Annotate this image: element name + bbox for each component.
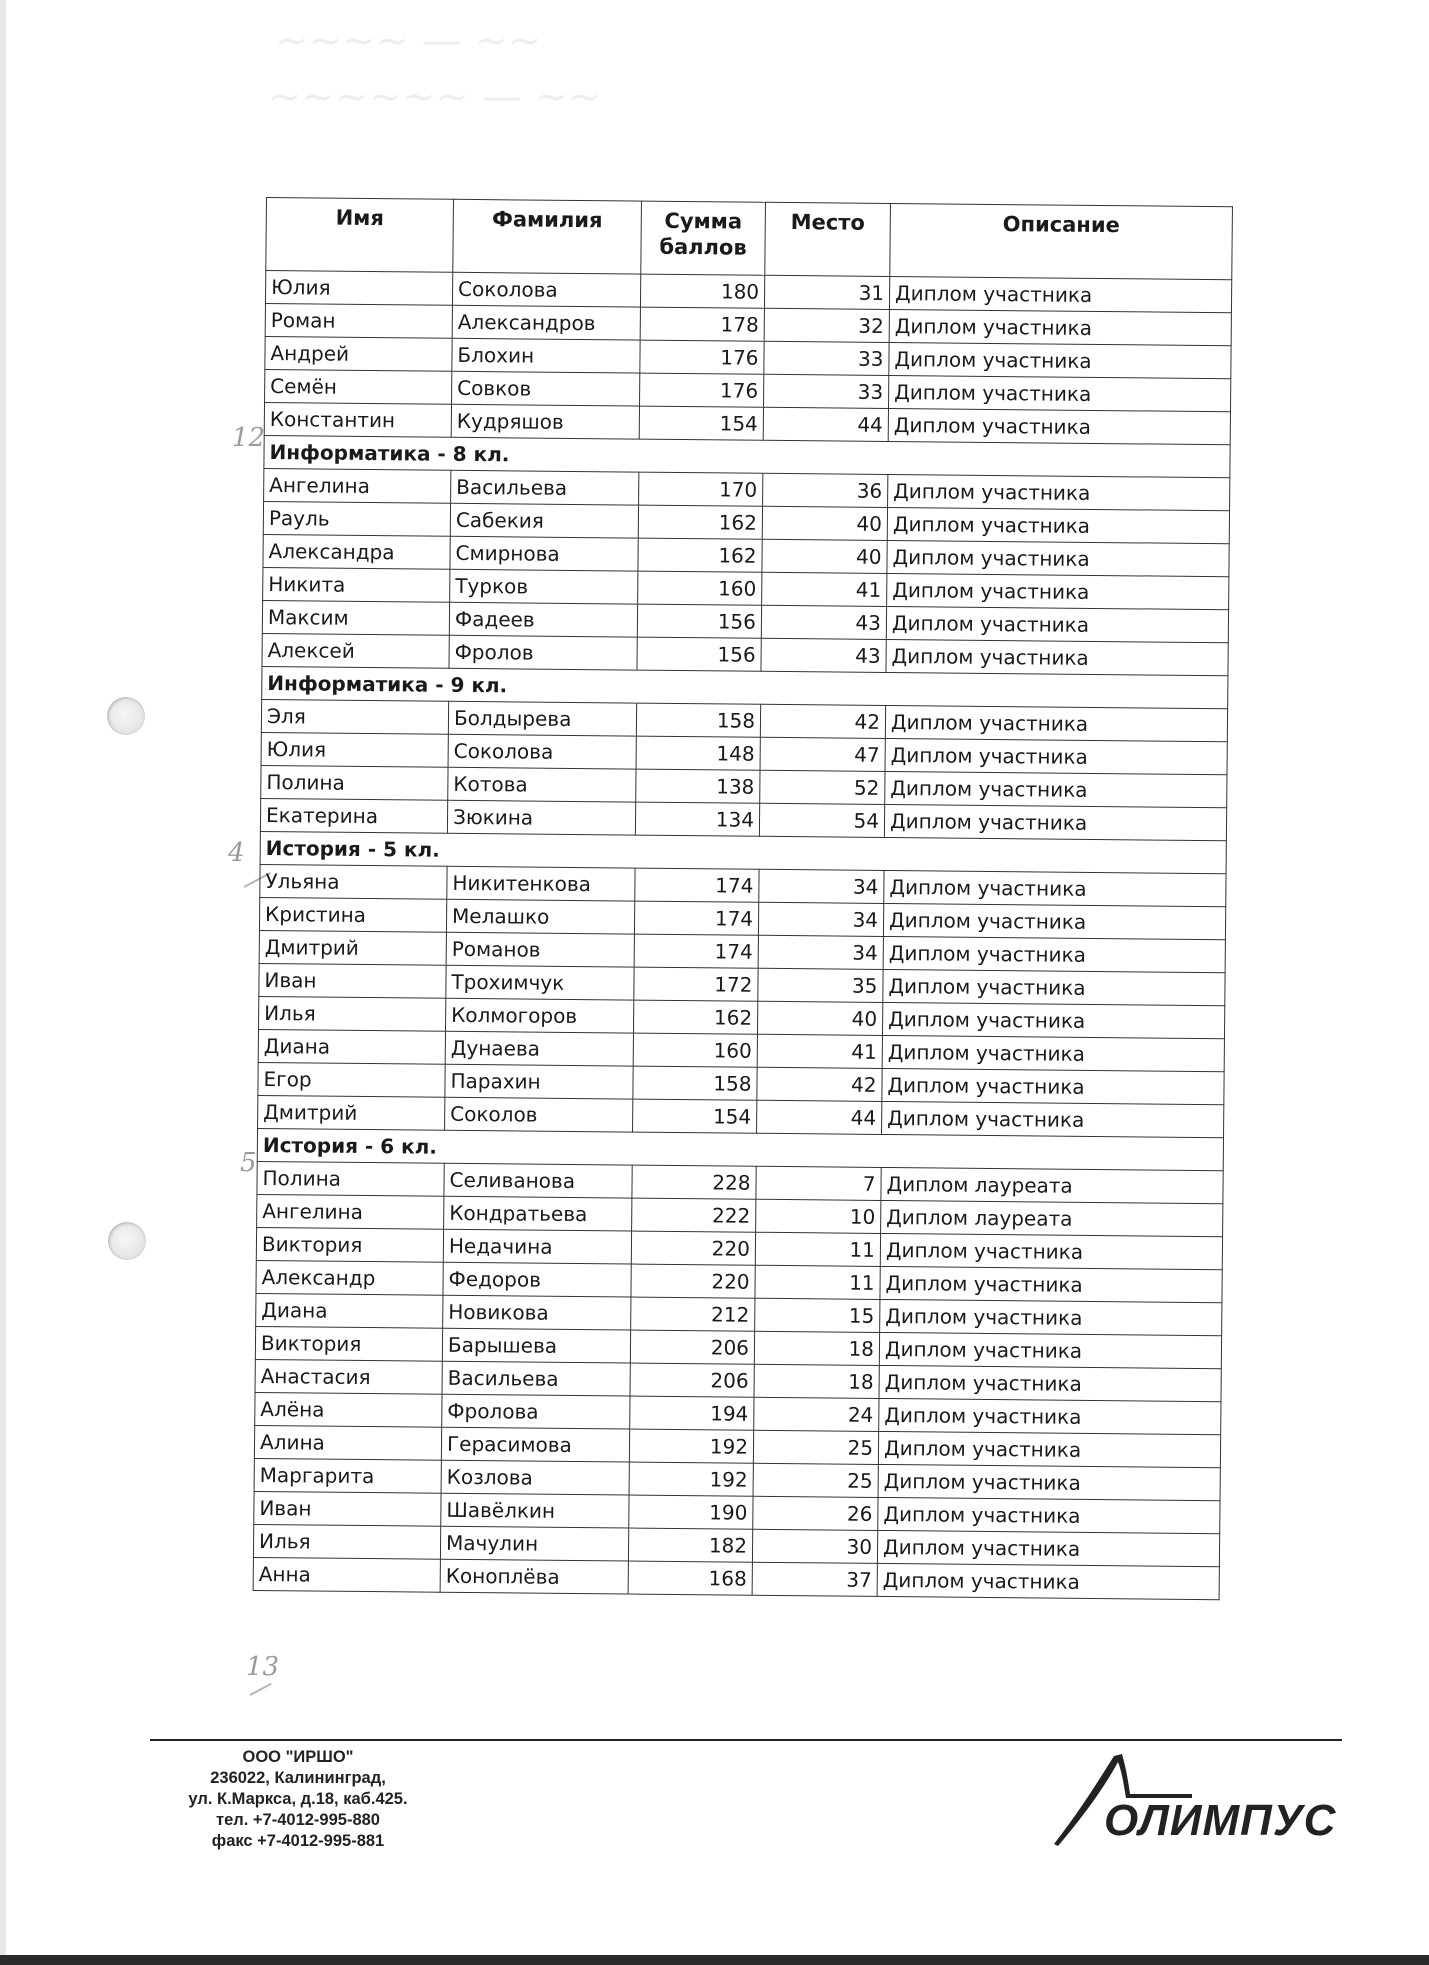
section-title: Информатика - 8 кл.: [264, 435, 1230, 477]
description-cell: Диплом участника: [880, 1266, 1222, 1302]
score-cell: 220: [631, 1231, 755, 1265]
score-cell: 174: [634, 934, 758, 968]
last-name-cell: Смирнова: [450, 536, 638, 571]
score-cell: 220: [631, 1264, 755, 1298]
last-name-cell: Шавёлкин: [441, 1493, 629, 1528]
first-name-cell: Илья: [259, 996, 446, 1031]
place-cell: 37: [752, 1562, 877, 1596]
place-cell: 33: [764, 341, 889, 375]
first-name-cell: Дмитрий: [259, 930, 446, 965]
place-cell: 54: [759, 803, 884, 837]
section-title: История - 6 кл.: [257, 1128, 1223, 1170]
score-cell: 154: [633, 1099, 757, 1133]
first-name-cell: Ульяна: [260, 864, 447, 899]
last-name-cell: Трохимчук: [446, 965, 634, 1000]
place-cell: 40: [757, 1001, 882, 1035]
place-cell: 34: [759, 869, 884, 903]
description-cell: Диплом участника: [889, 276, 1231, 312]
last-name-cell: Никитенкова: [447, 866, 635, 901]
postal-line: 236022, Калининград,: [210, 1769, 386, 1787]
description-cell: Диплом участника: [886, 606, 1228, 642]
description-cell: Диплом участника: [883, 936, 1225, 972]
score-cell: 156: [637, 604, 761, 638]
score-cell: 206: [630, 1363, 754, 1397]
last-name-cell: Зюкина: [447, 800, 635, 835]
description-cell: Диплом участника: [888, 474, 1230, 510]
first-name-cell: Алёна: [255, 1392, 442, 1427]
description-cell: Диплом участника: [887, 507, 1229, 543]
faint-handwriting: ~~~~~~ — ~~: [268, 74, 602, 120]
description-cell: Диплом участника: [888, 408, 1230, 444]
score-cell: 158: [636, 703, 760, 737]
description-cell: Диплом участника: [883, 903, 1225, 939]
place-cell: 10: [756, 1199, 881, 1233]
last-name-cell: Блохин: [452, 338, 640, 373]
last-name-cell: Котова: [448, 767, 636, 802]
score-cell: 206: [630, 1330, 754, 1364]
place-cell: 44: [763, 407, 888, 441]
phone-line: тел. +7-4012-995-880: [216, 1811, 380, 1829]
score-cell: 182: [628, 1528, 752, 1562]
description-cell: Диплом участника: [889, 309, 1231, 345]
section-title: Информатика - 9 кл.: [262, 666, 1228, 708]
score-cell: 168: [628, 1561, 752, 1595]
place-cell: 34: [758, 902, 883, 936]
last-name-cell: Фролов: [449, 635, 637, 670]
last-name-cell: Романов: [446, 932, 634, 967]
first-name-cell: Роман: [265, 303, 452, 338]
score-cell: 222: [632, 1198, 756, 1232]
description-cell: Диплом участника: [888, 375, 1230, 411]
last-name-cell: Александров: [452, 305, 640, 340]
score-cell: 192: [629, 1429, 753, 1463]
description-cell: Диплом участника: [887, 573, 1229, 609]
description-cell: Диплом участника: [879, 1398, 1221, 1434]
margin-mark: 4: [228, 838, 245, 868]
place-cell: 40: [762, 539, 887, 573]
place-cell: 26: [753, 1496, 878, 1530]
description-cell: Диплом участника: [879, 1365, 1221, 1401]
first-name-cell: Кристина: [259, 897, 446, 932]
first-name-cell: Юлия: [261, 732, 448, 767]
first-name-cell: Максим: [262, 600, 449, 635]
description-cell: Диплом участника: [889, 342, 1231, 378]
first-name-cell: Рауль: [263, 501, 450, 536]
score-cell: 134: [635, 802, 759, 836]
company-address: [148, 1747, 448, 1852]
last-name-cell: Кудряшов: [451, 404, 639, 439]
description-cell: Диплом лауреата: [881, 1200, 1223, 1236]
street-line: ул. К.Маркса, д.18, каб.425.: [188, 1790, 408, 1808]
place-cell: 41: [762, 572, 887, 606]
punch-hole-icon: [107, 697, 145, 735]
header-place: Место: [765, 202, 891, 276]
description-cell: Диплом участника: [887, 540, 1229, 576]
first-name-cell: Иван: [254, 1491, 441, 1526]
last-name-cell: Васильева: [451, 470, 639, 505]
score-cell: 162: [633, 1000, 757, 1034]
score-cell: 180: [640, 274, 764, 308]
table-body: [253, 271, 1232, 1600]
description-cell: Диплом лауреата: [881, 1167, 1223, 1203]
header-score: Сумма баллов: [641, 201, 766, 275]
footer-divider: [150, 1739, 1342, 1741]
logo-text: ОЛИМПУС: [1104, 1796, 1337, 1845]
last-name-cell: Барышева: [442, 1328, 630, 1363]
place-cell: 43: [761, 638, 886, 672]
score-cell: 190: [629, 1495, 753, 1529]
last-name-cell: Герасимова: [441, 1427, 629, 1462]
margin-mark: 5: [240, 1148, 257, 1178]
score-cell: 160: [638, 571, 762, 605]
description-cell: Диплом участника: [886, 639, 1228, 675]
last-name-cell: Мачулин: [440, 1526, 628, 1561]
scan-edge: [0, 0, 6, 1965]
place-cell: 40: [762, 506, 887, 540]
first-name-cell: Никита: [263, 567, 450, 602]
score-cell: 172: [634, 967, 758, 1001]
place-cell: 7: [756, 1166, 881, 1200]
place-cell: 31: [764, 275, 889, 309]
first-name-cell: Анастасия: [255, 1359, 442, 1394]
score-cell: 174: [635, 868, 759, 902]
score-cell: 192: [629, 1462, 753, 1496]
margin-mark: 12: [232, 423, 266, 453]
first-name-cell: Ангелина: [257, 1194, 444, 1229]
results-table: [253, 197, 1233, 1600]
last-name-cell: Колмогоров: [446, 998, 634, 1033]
table-header-row: [266, 198, 1233, 280]
place-cell: 41: [757, 1034, 882, 1068]
place-cell: 18: [754, 1364, 879, 1398]
fax-line: факс +7-4012-995-881: [211, 1832, 385, 1850]
first-name-cell: Виктория: [255, 1326, 442, 1361]
score-cell: 138: [636, 769, 760, 803]
punch-hole-icon: [108, 1222, 146, 1260]
description-cell: Диплом участника: [884, 804, 1226, 840]
last-name-cell: Фролова: [442, 1394, 630, 1429]
description-cell: Диплом участника: [878, 1431, 1220, 1467]
score-cell: 194: [630, 1396, 754, 1430]
first-name-cell: Анна: [253, 1557, 440, 1592]
place-cell: 47: [760, 737, 885, 771]
description-cell: Диплом участника: [882, 1035, 1224, 1071]
first-name-cell: Виктория: [256, 1227, 443, 1262]
last-name-cell: Парахин: [445, 1064, 633, 1099]
section-title: История - 5 кл.: [260, 831, 1226, 873]
faint-handwriting: ~~~~ — ~~: [275, 18, 542, 64]
score-cell: 174: [634, 901, 758, 935]
last-name-cell: Дунаева: [445, 1031, 633, 1066]
first-name-cell: Ангелина: [264, 468, 451, 503]
first-name-cell: Илья: [253, 1524, 440, 1559]
first-name-cell: Маргарита: [254, 1458, 441, 1493]
place-cell: 36: [763, 473, 888, 507]
margin-mark: 13: [246, 1652, 280, 1682]
first-name-cell: Егор: [258, 1062, 445, 1097]
description-cell: Диплом участника: [882, 1068, 1224, 1104]
last-name-cell: Селиванова: [444, 1163, 632, 1198]
description-cell: Диплом участника: [880, 1233, 1222, 1269]
header-first-name: Имя: [266, 198, 454, 273]
first-name-cell: Дмитрий: [258, 1095, 445, 1130]
place-cell: 11: [755, 1232, 880, 1266]
score-cell: 156: [637, 637, 761, 671]
olympus-logo: [1052, 1748, 1337, 1848]
first-name-cell: Алина: [254, 1425, 441, 1460]
description-cell: Диплом участника: [885, 738, 1227, 774]
description-cell: Диплом участника: [879, 1332, 1221, 1368]
description-cell: Диплом участника: [883, 969, 1225, 1005]
last-name-cell: Недачина: [443, 1229, 631, 1264]
place-cell: 11: [755, 1265, 880, 1299]
first-name-cell: Иван: [259, 963, 446, 998]
place-cell: 15: [755, 1298, 880, 1332]
last-name-cell: Фадеев: [449, 602, 637, 637]
score-cell: 154: [639, 406, 763, 440]
last-name-cell: Новикова: [443, 1295, 631, 1330]
place-cell: 34: [758, 935, 883, 969]
description-cell: Диплом участника: [880, 1299, 1222, 1335]
header-description: Описание: [890, 203, 1233, 279]
last-name-cell: Турков: [450, 569, 638, 604]
place-cell: 35: [758, 968, 883, 1002]
description-cell: Диплом участника: [882, 1002, 1224, 1038]
first-name-cell: Полина: [257, 1161, 444, 1196]
description-cell: Диплом участника: [884, 870, 1226, 906]
last-name-cell: Васильева: [442, 1361, 630, 1396]
first-name-cell: Диана: [258, 1029, 445, 1064]
description-cell: Диплом участника: [878, 1464, 1220, 1500]
first-name-cell: Константин: [264, 402, 451, 437]
company-name: ООО "ИРШО": [242, 1748, 354, 1766]
last-name-cell: Федоров: [443, 1262, 631, 1297]
description-cell: Диплом участника: [885, 705, 1227, 741]
place-cell: 44: [757, 1100, 882, 1134]
first-name-cell: Александра: [263, 534, 450, 569]
last-name-cell: Козлова: [441, 1460, 629, 1495]
last-name-cell: Соколов: [445, 1097, 633, 1132]
place-cell: 25: [753, 1430, 878, 1464]
header-last-name: Фамилия: [453, 199, 642, 274]
place-cell: 25: [753, 1463, 878, 1497]
score-cell: 148: [636, 736, 760, 770]
first-name-cell: Андрей: [265, 336, 452, 371]
first-name-cell: Полина: [261, 765, 448, 800]
place-cell: 43: [761, 605, 886, 639]
last-name-cell: Соколова: [452, 272, 640, 307]
description-cell: Диплом участника: [882, 1101, 1224, 1137]
first-name-cell: Семён: [265, 369, 452, 404]
place-cell: 18: [754, 1331, 879, 1365]
score-cell: 176: [640, 373, 764, 407]
place-cell: 24: [754, 1397, 879, 1431]
place-cell: 32: [764, 308, 889, 342]
score-cell: 160: [633, 1033, 757, 1067]
last-name-cell: Кондратьева: [444, 1196, 632, 1231]
score-cell: 212: [631, 1297, 755, 1331]
place-cell: 42: [757, 1067, 882, 1101]
description-cell: Диплом участника: [877, 1563, 1219, 1599]
last-name-cell: Совков: [452, 371, 640, 406]
place-cell: 52: [760, 770, 885, 804]
place-cell: 33: [764, 374, 889, 408]
first-name-cell: Александр: [256, 1260, 443, 1295]
last-name-cell: Болдырева: [448, 701, 636, 736]
description-cell: Диплом участника: [885, 771, 1227, 807]
first-name-cell: Алексей: [262, 633, 449, 668]
first-name-cell: Юлия: [265, 271, 452, 306]
score-cell: 162: [638, 505, 762, 539]
last-name-cell: Мелашко: [446, 899, 634, 934]
first-name-cell: Эля: [261, 699, 448, 734]
pencil-stroke: [250, 1683, 272, 1696]
score-cell: 178: [640, 307, 764, 341]
last-name-cell: Соколова: [448, 734, 636, 769]
score-cell: 176: [640, 340, 764, 374]
last-name-cell: Коноплёва: [440, 1559, 628, 1594]
last-name-cell: Сабекия: [450, 503, 638, 538]
first-name-cell: Екатерина: [260, 798, 447, 833]
scan-edge-bottom: [0, 1955, 1429, 1965]
score-cell: 170: [639, 472, 763, 506]
score-cell: 228: [632, 1165, 756, 1199]
description-cell: Диплом участника: [878, 1497, 1220, 1533]
description-cell: Диплом участника: [877, 1530, 1219, 1566]
place-cell: 42: [760, 704, 885, 738]
place-cell: 30: [752, 1529, 877, 1563]
score-cell: 158: [633, 1066, 757, 1100]
score-cell: 162: [638, 538, 762, 572]
first-name-cell: Диана: [256, 1293, 443, 1328]
